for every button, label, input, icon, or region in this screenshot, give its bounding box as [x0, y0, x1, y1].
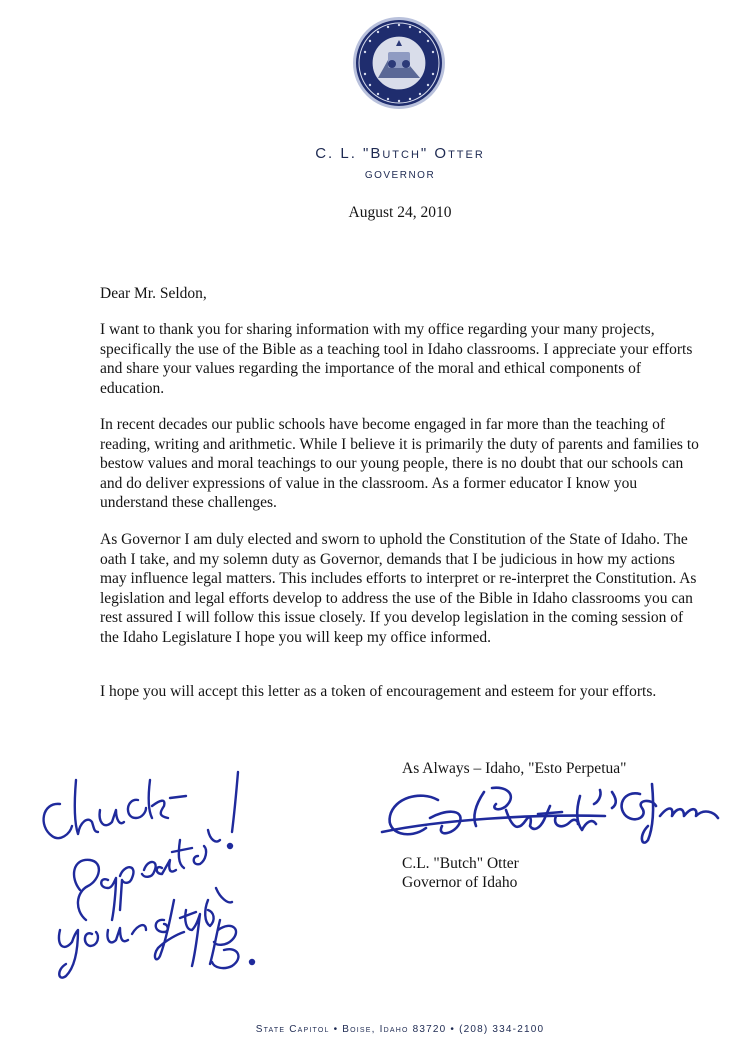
paragraph-text: In recent decades our public schools have become engaged in far more than the teaching of reading, writing and arithmetic. While I believe it is primarily the duty of parents and families to bestow values and moral teachings to our young people, there is no doubt that our schools can and do deliver expressions of value in the classroom. As a former educator I know you understand these challenges.: [100, 416, 699, 511]
letterhead-title: GOVERNOR: [364, 170, 436, 181]
closing-line: As Always – Idaho, "Esto Perpetua": [402, 760, 627, 777]
signer-title: Governor of Idaho: [402, 874, 518, 891]
letter-date: August 24, 2010: [348, 204, 452, 221]
paragraph: [100, 415, 700, 513]
letterhead-footer: State Capitol • Boise, Idaho 83720 • (208) 334-2100: [255, 1024, 545, 1035]
state-seal-icon: [352, 16, 446, 110]
paragraph: [100, 682, 700, 702]
paragraph: [100, 320, 700, 398]
paragraph-text: As Governor I am duly elected and sworn to uphold the Constitution of the State of Idaho. The oath I take, and my solemn duty as Governor, demands that I be judicious in how my actions may influence legal matters. This includes efforts to interpret or re-interpret the Constitution. As legislation and legal efforts develop to address the use of the Bible in Idaho classrooms you can rest assured I will follow this issue closely. If you develop legislation in the coming session of the Idaho Legislature I hope you will keep my office informed.: [100, 531, 697, 646]
signer-name: C.L. "Butch" Otter: [402, 855, 519, 872]
paragraph-text: I hope you will accept this letter as a token of encouragement and esteem for your efforts.: [100, 683, 657, 700]
letterhead-name: C. L. "Butch" Otter: [315, 145, 485, 162]
paragraph: [100, 530, 700, 647]
signature-icon: [380, 776, 720, 862]
paragraph-text: I want to thank you for sharing information with my office regarding your many projects, specifically the use of the Bible as a teaching tool in Idaho classrooms. I appreciate your efforts and share your values regarding the importance of the moral and ethical components of education.: [100, 321, 693, 397]
salutation: Dear Mr. Seldon,: [100, 285, 207, 302]
handwritten-note-icon: [20, 760, 260, 985]
